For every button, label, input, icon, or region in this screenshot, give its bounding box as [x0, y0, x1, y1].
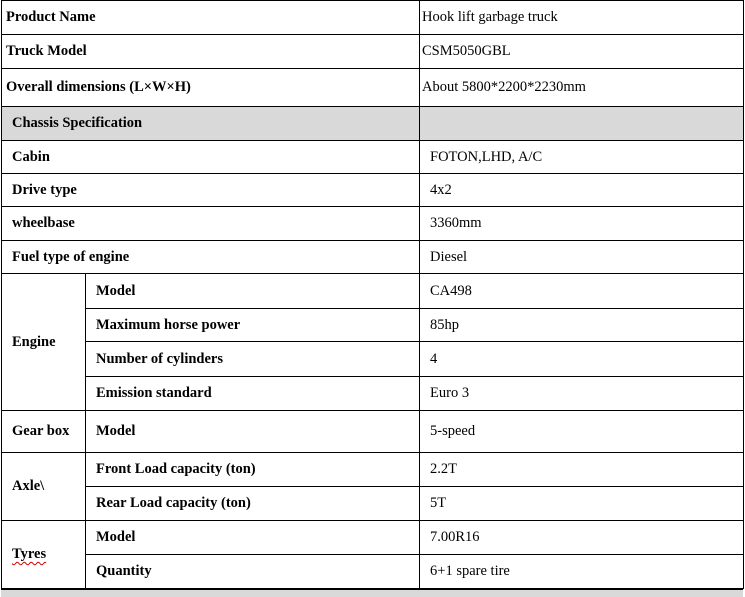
engine-cylinders-label: Number of cylinders [86, 342, 420, 377]
axle-rear-value: 5T [420, 487, 744, 521]
axle-front-value: 2.2T [420, 453, 744, 487]
chassis-section-title: Chassis Specification [2, 107, 420, 141]
fuel-type-label: Fuel type of engine [2, 241, 420, 274]
row-cabin [2, 141, 744, 174]
axle-rear-label: Rear Load capacity (ton) [86, 487, 420, 521]
engine-cylinders-value: 4 [420, 342, 744, 377]
row-wheelbase [2, 207, 744, 241]
row-fuel-type [2, 241, 744, 274]
truck-model-label: Truck Model [2, 35, 420, 69]
row-product-name [2, 1, 744, 35]
engine-group-label: Engine [2, 274, 86, 411]
engine-emission-label: Emission standard [86, 377, 420, 411]
row-engine-cylinders [2, 342, 744, 377]
axle-front-label: Front Load capacity (ton) [86, 453, 420, 487]
gearbox-model-value: 5-speed [420, 411, 744, 453]
engine-power-value: 85hp [420, 309, 744, 342]
row-drive-type [2, 174, 744, 207]
row-axle-rear [2, 487, 744, 521]
spec-table [1, 0, 744, 589]
row-truck-model [2, 35, 744, 69]
row-chassis-section [2, 107, 744, 141]
chassis-section-blank [420, 107, 744, 141]
row-gearbox [2, 411, 744, 453]
row-engine-model [2, 274, 744, 309]
row-engine-emission [2, 377, 744, 411]
gearbox-group-label: Gear box [2, 411, 86, 453]
engine-model-value: CA498 [420, 274, 744, 309]
drive-type-value: 4x2 [420, 174, 744, 207]
row-axle-front [2, 453, 744, 487]
tyres-model-label: Model [86, 521, 420, 555]
engine-emission-value: Euro 3 [420, 377, 744, 411]
truck-model-value: CSM5050GBL [420, 35, 744, 69]
wheelbase-value: 3360mm [420, 207, 744, 241]
cabin-value: FOTON,LHD, A/C [420, 141, 744, 174]
tyres-quantity-value: 6+1 spare tire [420, 555, 744, 589]
fuel-type-value: Diesel [420, 241, 744, 274]
wheelbase-label: wheelbase [2, 207, 420, 241]
engine-model-label: Model [86, 274, 420, 309]
tyres-group-cell [2, 521, 86, 589]
tyres-group-label: Tyres [12, 546, 47, 562]
overall-dimensions-label: Overall dimensions (L×W×H) [2, 69, 420, 107]
axle-group-label: Axle\ [2, 453, 86, 521]
row-engine-power [2, 309, 744, 342]
cabin-label: Cabin [2, 141, 420, 174]
drive-type-label: Drive type [2, 174, 420, 207]
tyres-quantity-label: Quantity [86, 555, 420, 589]
product-name-label: Product Name [2, 1, 420, 35]
tyres-model-value: 7.00R16 [420, 521, 744, 555]
overall-dimensions-value: About 5800*2200*2230mm [420, 69, 744, 107]
engine-power-label: Maximum horse power [86, 309, 420, 342]
row-tyres-model [2, 521, 744, 555]
row-tyres-quantity [2, 555, 744, 589]
row-overall-dimensions [2, 69, 744, 107]
product-name-value: Hook lift garbage truck [420, 1, 744, 35]
gearbox-model-label: Model [86, 411, 420, 453]
